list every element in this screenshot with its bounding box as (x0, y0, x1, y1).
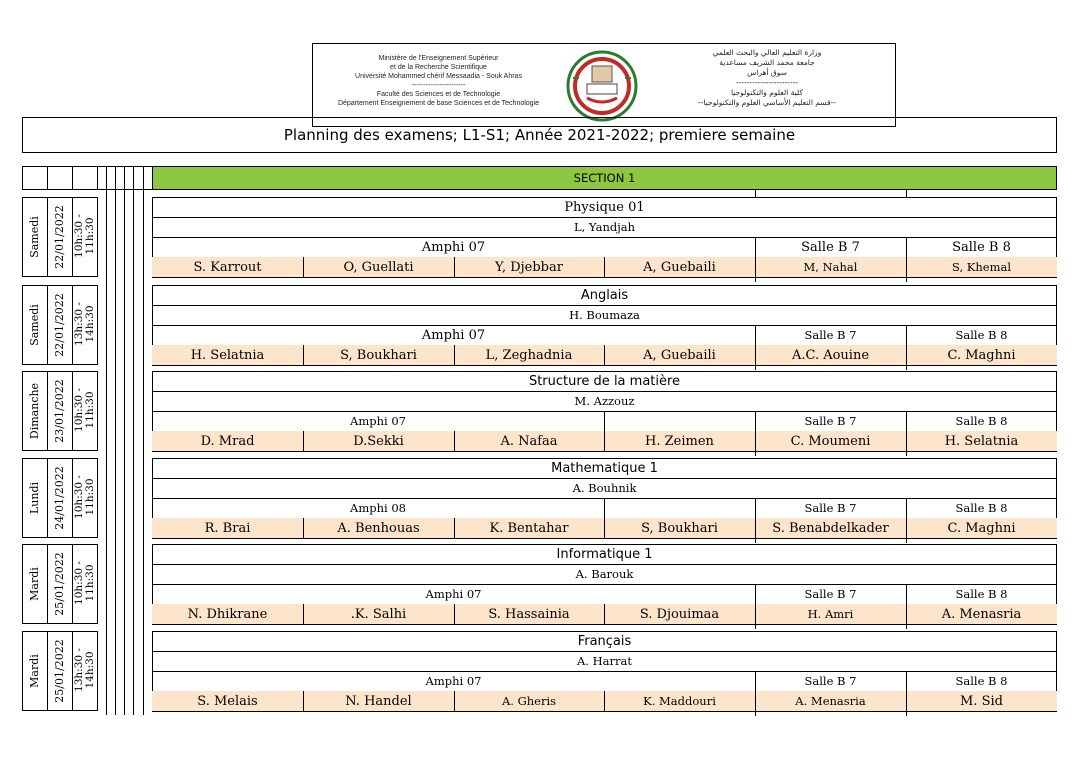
room-amphi: Amphi 07 (421, 239, 486, 255)
divider (906, 190, 907, 197)
exam-date: 24/01/2022 (53, 466, 66, 530)
institution-header (312, 43, 896, 127)
room-salle-b7: Salle B 7 (804, 328, 857, 342)
room-salle-b8: Salle B 8 (955, 674, 1008, 688)
divider (604, 498, 605, 518)
divider (906, 538, 907, 543)
header-line: --قسم التعليم الأساسي العلوم والتكنولوجيا-- (698, 98, 836, 107)
divider (47, 197, 48, 277)
exam-subject: Français (577, 633, 632, 649)
exam-date: 25/01/2022 (53, 552, 66, 616)
surveillant-name: S, Boukhari (340, 347, 417, 363)
exam-day: Lundi (28, 481, 41, 515)
divider (47, 544, 48, 624)
divider (604, 411, 605, 431)
surveillant-name: A. Menasria (795, 694, 866, 708)
room-amphi: Amphi 07 (425, 674, 482, 688)
header-french-block (321, 54, 556, 108)
surveillant-name: M, Nahal (803, 260, 858, 274)
divider (47, 631, 48, 711)
section-label: SECTION 1 (573, 171, 636, 185)
room-salle-b7: Salle B 7 (804, 501, 857, 515)
surveillant-name: S. Benabdelkader (772, 520, 889, 536)
page-title (22, 117, 1057, 153)
surveillant-name: A. Menasria (941, 606, 1022, 622)
divider (755, 451, 756, 456)
surveillant-name: M. Sid (960, 693, 1003, 709)
room-salle-b8: Salle B 8 (952, 239, 1011, 255)
exam-time: 13h:30 - 14h:30 (73, 648, 96, 692)
exam-subject: Informatique 1 (556, 546, 653, 562)
header-line: سوق أهراس (747, 68, 787, 77)
surveillant-name: A. Gheris (501, 694, 557, 708)
room-salle-b8: Salle B 8 (955, 587, 1008, 601)
room-salle-b7: Salle B 7 (804, 674, 857, 688)
divider (755, 365, 756, 370)
exam-time: 10h:30 - 11h:30 (73, 561, 96, 605)
surveillant-name: Y, Djebbar (495, 259, 563, 275)
header-line: كلية العلوم والتكنولوجيا (731, 88, 803, 97)
divider (906, 451, 907, 456)
room-salle-b8: Salle B 8 (955, 328, 1008, 342)
surveillant-name: K. Maddouri (643, 694, 716, 708)
room-salle-b8: Salle B 8 (955, 414, 1008, 428)
header-line: Ministère de l'Enseignement Supérieur (378, 55, 499, 62)
exam-time: 13h:30 - 14h:30 (73, 302, 96, 346)
header-line: ----------------------- (411, 82, 466, 89)
exam-time: 10h:30 - 11h:30 (73, 475, 96, 519)
exam-day: Mardi (28, 654, 41, 688)
surveillant-name: .K. Salhi (350, 606, 407, 622)
page-title-text: Planning des examens; L1-S1; Année 2021-2022; premiere semaine (283, 126, 796, 144)
header-line: ----------------------- (735, 78, 799, 87)
row-divider (152, 624, 1057, 625)
exam-teacher: M. Azzouz (574, 394, 635, 408)
header-line: et de la Recherche Scientifique (390, 64, 487, 71)
header-line: وزارة التعليم العالي والبحث العلمي (712, 48, 822, 57)
surveillant-name: R. Brai (204, 520, 251, 536)
surveillant-name: C. Maghni (947, 347, 1016, 363)
header-arabic-block (647, 48, 887, 108)
room-amphi: Amphi 07 (350, 414, 406, 428)
exam-day: Dimanche (28, 382, 41, 440)
exam-day: Samedi (28, 304, 41, 346)
surveillant-name: K. Bentahar (489, 520, 569, 536)
surveillant-name: A.C. Aouine (791, 347, 870, 363)
row-divider (152, 538, 1057, 539)
surveillant-name: S. Melais (197, 693, 258, 709)
surveillant-name: A. Nafaa (500, 433, 558, 449)
header-line: Département Enseignement de base Sciences et de Technologie (337, 100, 540, 107)
surveillant-name: H. Amri (807, 607, 854, 621)
header-line: جامعة محمد الشريف مساعدية (719, 58, 815, 67)
divider (906, 277, 907, 282)
row-divider (152, 365, 1057, 366)
exam-date: 23/01/2022 (53, 379, 66, 443)
divider (47, 458, 48, 538)
exam-teacher: L, Yandjah (573, 220, 636, 234)
row-divider (152, 711, 1057, 712)
surveillant-name: D.Sekki (353, 433, 404, 449)
exam-subject: Mathematique 1 (551, 460, 658, 476)
surveillant-name: N. Handel (345, 693, 412, 709)
room-amphi: Amphi 08 (350, 501, 406, 515)
room-amphi: Amphi 07 (421, 327, 486, 343)
divider (47, 285, 48, 365)
surveillant-name: S. Hassainia (488, 606, 570, 622)
surveillant-name: H. Selatnia (190, 347, 265, 363)
surveillant-name: O, Guellati (343, 259, 414, 275)
header-line: Université Mohammed chérif Messaadia - Souk Ahras (355, 73, 522, 80)
divider (906, 365, 907, 370)
divider (906, 624, 907, 629)
surveillant-name: H. Zeimen (645, 433, 714, 449)
divider (755, 190, 756, 197)
section-header (152, 166, 1057, 190)
university-seal-icon (563, 48, 641, 124)
surveillant-name: S. Karrout (193, 259, 262, 275)
exam-day: Samedi (28, 216, 41, 258)
surveillant-name: S, Boukhari (641, 520, 718, 536)
surveillant-name: S, Khemal (951, 260, 1012, 274)
surveillant-name: C. Moumeni (790, 433, 871, 449)
divider (755, 277, 756, 282)
room-salle-b7: Salle B 7 (804, 414, 857, 428)
exam-time: 10h:30 - 11h:30 (73, 214, 96, 258)
surveillant-name: C. Maghni (947, 520, 1016, 536)
exam-teacher: H. Boumaza (569, 308, 640, 322)
exam-date: 22/01/2022 (53, 293, 66, 357)
surveillant-name: N. Dhikrane (187, 606, 268, 622)
divider (755, 624, 756, 629)
exam-teacher: A. Bouhnik (572, 481, 637, 495)
divider (47, 371, 48, 451)
header-line: Faculté des Sciences et de Technologie (376, 91, 501, 98)
divider (906, 711, 907, 716)
room-amphi: Amphi 07 (425, 587, 482, 601)
exam-teacher: A. Harrat (577, 654, 632, 668)
exam-subject: Anglais (580, 287, 629, 303)
exam-day: Mardi (28, 567, 41, 601)
room-salle-b7: Salle B 7 (804, 587, 857, 601)
exam-date: 25/01/2022 (53, 639, 66, 703)
exam-date: 22/01/2022 (53, 205, 66, 269)
exam-time: 10h:30 - 11h:30 (73, 388, 96, 432)
row-divider (152, 277, 1057, 278)
room-salle-b7: Salle B 7 (801, 239, 860, 255)
surveillant-name: A, Guebaili (643, 347, 716, 363)
surveillant-name: A, Guebaili (643, 259, 716, 275)
room-salle-b8: Salle B 8 (955, 501, 1008, 515)
exam-subject: Physique 01 (564, 199, 645, 215)
divider (755, 711, 756, 716)
surveillant-name: D. Mrad (200, 433, 255, 449)
surveillant-name: A. Benhouas (337, 520, 420, 536)
surveillant-name: L, Zeghadnia (485, 347, 573, 363)
divider (755, 538, 756, 543)
surveillant-name: H. Selatnia (944, 433, 1019, 449)
exam-subject: Structure de la matière (528, 373, 681, 389)
surveillant-name: S. Djouimaa (639, 606, 720, 622)
row-divider (152, 451, 1057, 452)
exam-teacher: A. Barouk (575, 567, 634, 581)
